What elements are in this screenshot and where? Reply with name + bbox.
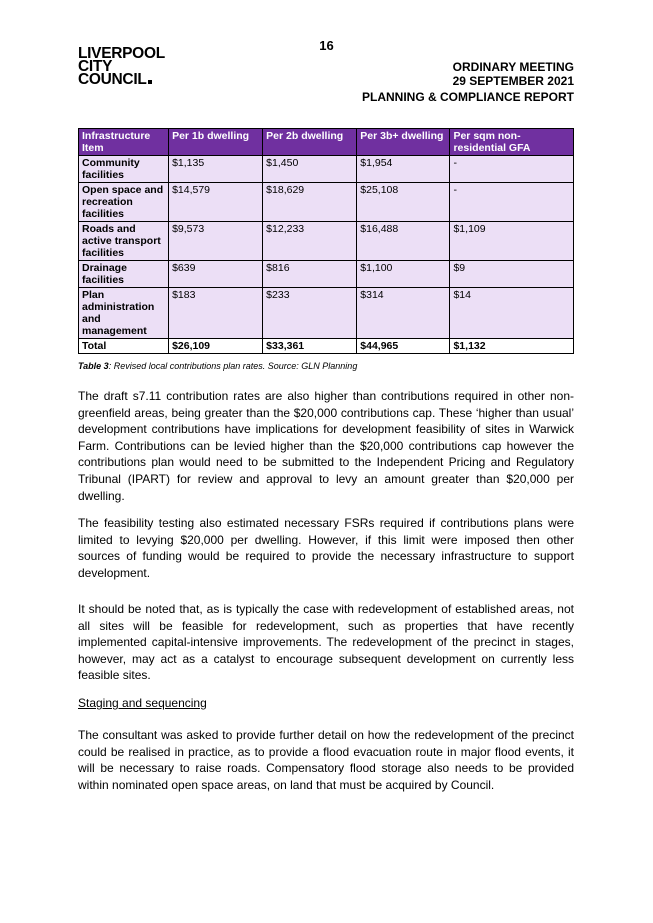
column-header: Per 3b+ dwelling <box>357 129 450 156</box>
logo-line: LIVERPOOL <box>78 45 165 62</box>
table-cell: Roads and active transport facilities <box>79 222 169 261</box>
table-cell: $183 <box>169 288 263 339</box>
logo-line: CITY <box>78 58 113 75</box>
column-header: Per sqm non-residential GFA <box>450 129 574 156</box>
table-row <box>79 183 574 222</box>
paragraph: It should be noted that, as is typically the case with redevelopment of established areas, not all sites will be feasible for redevelopment, such as properties that have recently implemented capital-intensive improvements. The redevelopment of the precinct in stages, however, may act as a catalyst to encourage subsequent development on currently less feasible sites. <box>78 602 574 683</box>
meeting-title: ORDINARY MEETING <box>452 60 574 74</box>
table-cell: Plan administration and management <box>79 288 169 339</box>
table-row <box>79 222 574 261</box>
table-cell: $25,108 <box>357 183 450 222</box>
table-cell: $1,135 <box>169 156 263 183</box>
caption-text: : Revised local contributions plan rates. Source: GLN Planning <box>108 361 358 371</box>
table-cell: - <box>450 156 574 183</box>
table-cell: $816 <box>263 261 357 288</box>
table-cell: $16,488 <box>357 222 450 261</box>
page-number: 16 <box>319 38 334 53</box>
table-cell: $26,109 <box>169 339 263 354</box>
meeting-date: 29 SEPTEMBER 2021 <box>452 74 574 88</box>
table-cell: $1,132 <box>450 339 574 354</box>
table-cell: Total <box>79 339 169 354</box>
table-cell: Open space and recreation facilities <box>79 183 169 222</box>
table-header-row <box>79 129 574 156</box>
council-logo <box>78 47 165 86</box>
column-header: Per 2b dwelling <box>263 129 357 156</box>
table-cell: $12,233 <box>263 222 357 261</box>
table-cell: Drainage facilities <box>79 261 169 288</box>
table-cell: $9 <box>450 261 574 288</box>
table-cell: $18,629 <box>263 183 357 222</box>
table-cell: $233 <box>263 288 357 339</box>
paragraph: The draft s7.11 contribution rates are also higher than contributions required in other non-greenfield areas, being greater than the $20,000 contributions cap. These ‘higher than usual’ development contributions have implications for development feasibility of sites in Warwick Farm. Contributions can be levied higher than the $20,000 contributions cap however the contributions plan would need to be submitted to the Independent Pricing and Regulatory Tribunal (IPART) for review and approval to levy an amount greater than $20,000 per dwelling. <box>78 389 574 503</box>
table-cell: $33,361 <box>263 339 357 354</box>
table-cell: Community facilities <box>79 156 169 183</box>
table-caption <box>78 361 357 371</box>
table-row <box>79 156 574 183</box>
table-total-row <box>79 339 574 354</box>
contributions-table <box>78 128 574 354</box>
table-cell: $44,965 <box>357 339 450 354</box>
section-heading: Staging and sequencing <box>78 696 207 710</box>
table-cell: $1,450 <box>263 156 357 183</box>
table-cell: - <box>450 183 574 222</box>
table-cell: $1,100 <box>357 261 450 288</box>
paragraph: The feasibility testing also estimated necessary FSRs required if contributions plans were limited to levying $20,000 per dwelling. However, if this limit were imposed then other sources of funding would be required to provide the necessary infrastructure to support development. <box>78 516 574 580</box>
table-cell: $639 <box>169 261 263 288</box>
table-cell: $14 <box>450 288 574 339</box>
table-cell: $314 <box>357 288 450 339</box>
column-header: Infrastructure Item <box>79 129 169 156</box>
table-cell: $1,954 <box>357 156 450 183</box>
table-row <box>79 261 574 288</box>
caption-label: Table 3 <box>78 361 109 371</box>
report-title: PLANNING & COMPLIANCE REPORT <box>361 90 574 104</box>
logo-line: COUNCIL <box>78 71 147 88</box>
logo-dot-icon <box>148 80 152 84</box>
meeting-header <box>362 60 574 104</box>
column-header: Per 1b dwelling <box>169 129 263 156</box>
table-cell: $9,573 <box>169 222 263 261</box>
table-cell: $1,109 <box>450 222 574 261</box>
paragraph: The consultant was asked to provide further detail on how the redevelopment of the precinct could be realised in practice, as to provide a flood evacuation route in major flood events, it will be necessary to raise roads. Compensatory flood storage also needs to be provided within nominated open space areas, on land that must be acquired by Council. <box>78 728 574 792</box>
table-cell: $14,579 <box>169 183 263 222</box>
table-row <box>79 288 574 339</box>
